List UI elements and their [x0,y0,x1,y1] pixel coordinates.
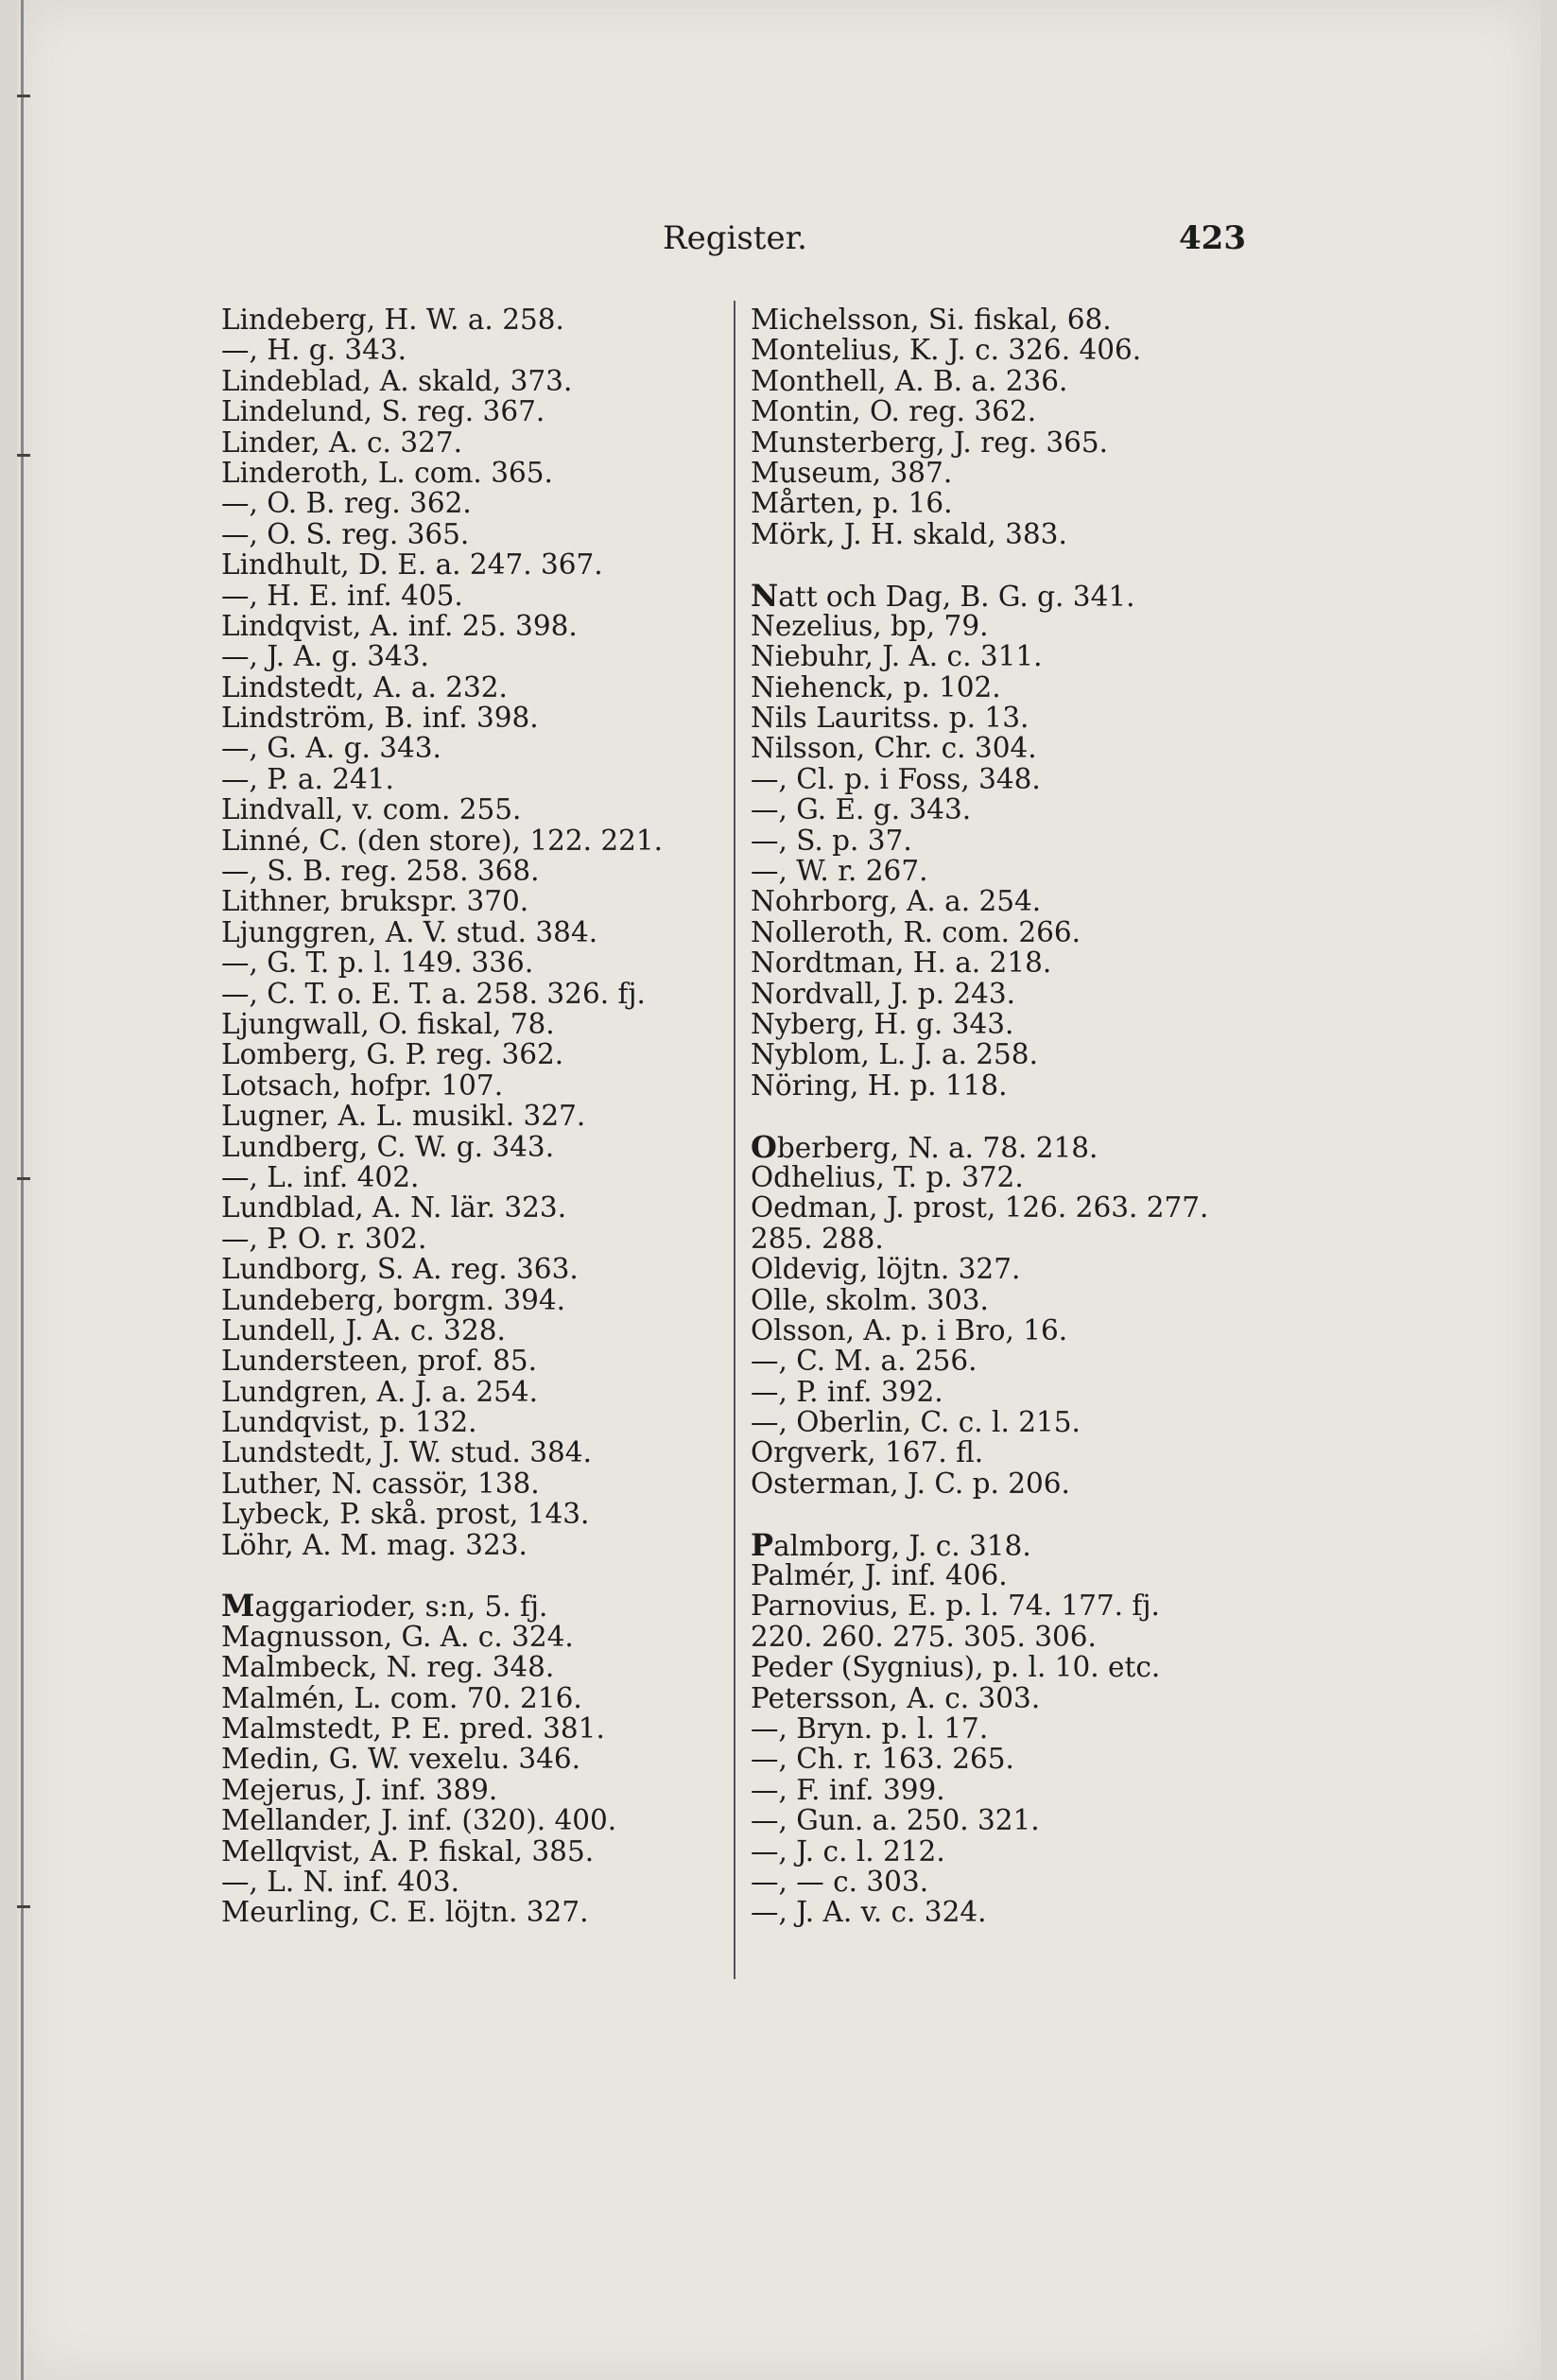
index-entry: Mårten, p. 16. [751,487,953,520]
index-entry: —, C. T. o. E. T. a. 258. 326. fj. [221,977,646,1010]
index-entry: Lomberg, G. P. reg. 362. [221,1038,564,1071]
index-entry: Nilsson, Chr. c. 304. [751,732,1037,765]
index-entry: —, L. N. inf. 403. [221,1865,460,1898]
index-entry: Lindstedt, A. a. 232. [221,670,508,704]
index-entry: Niehenck, p. 102. [751,670,1001,704]
index-entry: Ljungwall, O. fiskal, 78. [221,1007,555,1040]
index-entry: Nils Lauritss. p. 13. [751,702,1029,735]
index-entry: —, J. A. v. c. 324. [751,1896,987,1929]
index-entry: Oberberg, N. a. 78. 218. [751,1128,1099,1165]
edge-mark [17,1905,30,1908]
index-entry: Oedman, J. prost, 126. 263. 277. [751,1191,1209,1225]
index-entry: Nordtman, H. a. 218. [751,947,1052,980]
index-entry: Magnusson, G. A. c. 324. [221,1620,574,1653]
index-entry: Nyblom, L. J. a. 258. [751,1038,1038,1071]
index-entry: Lundstedt, J. W. stud. 384. [221,1436,592,1469]
index-entry: Natt och Dag, B. G. g. 341. [751,577,1135,614]
index-entry: Luther, N. cassör, 138. [221,1467,540,1500]
index-entry: —, G. A. g. 343. [221,732,441,765]
index-entry: Orgverk, 167. fl. [751,1436,984,1469]
page-edge-line [21,0,24,2380]
index-entry: Montin, O. reg. 362. [751,395,1037,428]
index-entry: Lundberg, C. W. g. 343. [221,1130,555,1163]
index-entry: Lindhult, D. E. a. 247. 367. [221,548,603,582]
index-entry: Lundborg, S. A. reg. 363. [221,1253,579,1286]
index-entry: Malmstedt, P. E. pred. 381. [221,1711,605,1745]
index-entry: —, S. B. reg. 258. 368. [221,855,540,888]
page-header [17,219,1541,267]
index-entry: Olle, skolm. 303. [751,1283,989,1316]
index-entry: Lindelund, S. reg. 367. [221,395,545,428]
index-entry: Olsson, A. p. i Bro, 16. [751,1313,1068,1346]
index-entry: Lundblad, A. N. lär. 323. [221,1191,567,1225]
index-entry: —, L. inf. 402. [221,1160,420,1193]
index-entry: Niebuhr, J. A. c. 311. [751,640,1043,673]
index-entry: Linné, C. (den store), 122. 221. [221,824,664,857]
edge-mark [17,1177,30,1180]
index-entry: Meurling, C. E. löjtn. 327. [221,1896,589,1929]
index-entry: Lundqvist, p. 132. [221,1406,477,1439]
index-entry: —, G. T. p. l. 149. 336. [221,947,534,980]
index-entry: —, Gun. a. 250. 321. [751,1804,1040,1837]
index-entry: —, W. r. 267. [751,855,928,888]
index-entry: —, J. A. g. 343. [221,640,429,673]
index-entry: —, Bryn. p. l. 17. [751,1711,989,1745]
index-entry: Michelsson, Si. fiskal, 68. [751,304,1112,336]
index-column-right [751,304,1280,1928]
index-entry: —, P. a. 241. [221,762,394,795]
index-entry: Mejerus, J. inf. 389. [221,1773,498,1806]
index-entry: —, Ch. r. 163. 265. [751,1743,1014,1776]
index-entry: 285. 288. [751,1222,884,1255]
index-entry: Lugner, A. L. musikl. 327. [221,1100,586,1133]
index-entry: —, F. inf. 399. [751,1773,945,1806]
index-entry: Peder (Sygnius), p. l. 10. etc. [751,1651,1161,1684]
index-entry: —, S. p. 37. [751,824,912,857]
index-entry: Osterman, J. C. p. 206. [751,1467,1070,1500]
index-entry: Oldevig, löjtn. 327. [751,1253,1021,1286]
section-gap [751,1101,1280,1131]
index-column-left [221,304,732,1928]
index-entry: Mellander, J. inf. (320). 400. [221,1804,617,1837]
index-entry: Lindvall, v. com. 255. [221,793,522,826]
index-entry: Monthell, A. B. a. 236. [751,364,1068,397]
index-entry: Montelius, K. J. c. 326. 406. [751,334,1142,367]
index-entry: Nyberg, H. g. 343. [751,1007,1014,1040]
index-entry: Ljunggren, A. V. stud. 384. [221,915,598,948]
index-entry: Löhr, A. M. mag. 323. [221,1528,528,1561]
index-entry: —, G. E. g. 343. [751,793,972,826]
index-entry: Nöring, H. p. 118. [751,1068,1008,1102]
index-entry: Lundell, J. A. c. 328. [221,1313,506,1346]
index-entry: Malmbeck, N. reg. 348. [221,1651,555,1684]
index-entry: Parnovius, E. p. l. 74. 177. fj. [751,1590,1160,1623]
index-entry: Medin, G. W. vexelu. 346. [221,1743,581,1776]
index-entry: Lindström, B. inf. 398. [221,702,539,735]
index-entry: Lotsach, hofpr. 107. [221,1068,504,1102]
running-head: Register. [663,219,807,257]
index-entry: Lundersteen, prof. 85. [221,1345,537,1378]
index-entry: Maggarioder, s:n, 5. fj. [221,1588,548,1624]
section-gap [751,1499,1280,1529]
index-entry: Lindeblad, A. skald, 373. [221,364,573,397]
index-entry: Palmér, J. inf. 406. [751,1559,1008,1592]
section-gap [221,1560,732,1590]
index-entry: Mörk, J. H. skald, 383. [751,517,1067,550]
index-entry: Lundgren, A. J. a. 254. [221,1375,539,1408]
index-entry: Linderoth, L. com. 365. [221,456,553,489]
index-entry: —, O. B. reg. 362. [221,487,472,520]
book-page [17,0,1541,2380]
index-entry: Lindeberg, H. W. a. 258. [221,304,564,336]
edge-mark [17,454,30,457]
column-divider [734,301,735,1979]
index-entry: —, — c. 303. [751,1865,929,1898]
index-entry: —, Cl. p. i Foss, 348. [751,762,1041,795]
index-entry: Mellqvist, A. P. fiskal, 385. [221,1834,595,1868]
index-entry: —, H. g. 343. [221,334,407,367]
index-entry: Nordvall, J. p. 243. [751,977,1016,1010]
index-entry: Nezelius, bp, 79. [751,609,989,642]
index-entry: Munsterberg, J. reg. 365. [751,426,1109,459]
index-entry: Museum, 387. [751,456,953,489]
index-entry: —, Oberlin, C. c. l. 215. [751,1406,1081,1439]
index-entry: Malmén, L. com. 70. 216. [221,1681,582,1714]
section-gap [751,549,1280,580]
index-entry: Palmborg, J. c. 318. [751,1526,1031,1563]
index-entry: —, C. M. a. 256. [751,1345,977,1378]
index-entry: —, P. O. r. 302. [221,1222,427,1255]
index-entry: Lundeberg, borgm. 394. [221,1283,566,1316]
index-entry: —, P. inf. 392. [751,1375,943,1408]
index-entry: Lithner, brukspr. 370. [221,885,529,918]
index-entry: Nolleroth, R. com. 266. [751,915,1081,948]
index-entry: —, O. S. reg. 365. [221,517,470,550]
index-entry: Lybeck, P. skå. prost, 143. [221,1498,590,1531]
edge-mark [17,95,30,97]
index-entry: 220. 260. 275. 305. 306. [751,1620,1097,1653]
index-entry: Linder, A. c. 327. [221,426,462,459]
page-number: 423 [1179,219,1246,257]
index-entry: Lindqvist, A. inf. 25. 398. [221,609,578,642]
index-entry: Nohrborg, A. a. 254. [751,885,1042,918]
index-entry: —, J. c. l. 212. [751,1834,945,1868]
index-entry: Odhelius, T. p. 372. [751,1160,1024,1193]
index-entry: —, H. E. inf. 405. [221,579,463,612]
index-entry: Petersson, A. c. 303. [751,1681,1041,1714]
